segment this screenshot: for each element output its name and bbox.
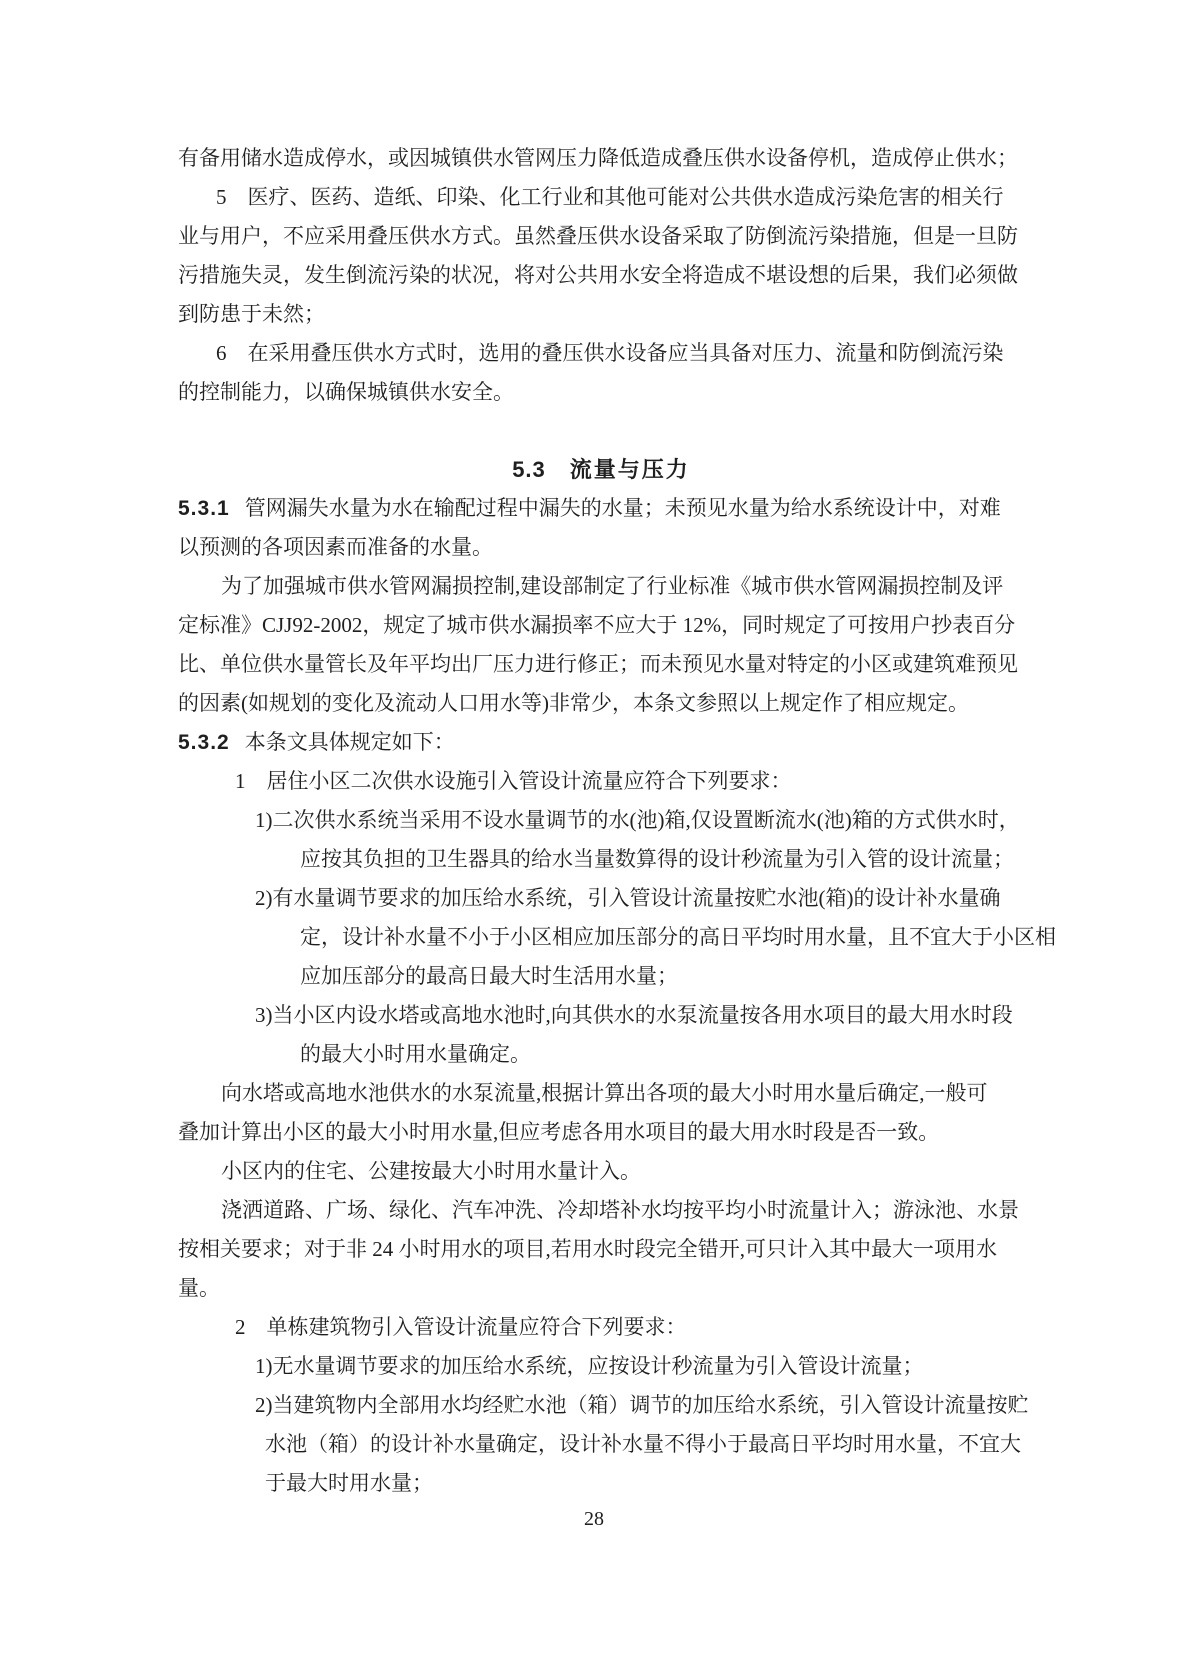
text-line: 2)有水量调节要求的加压给水系统，引入管设计流量按贮水池(箱)的设计补水量确 xyxy=(255,886,1001,910)
text-line: 应按其负担的卫生器具的给水当量数算得的设计秒流量为引入管的设计流量； xyxy=(300,847,1014,871)
text-line: 1 居住小区二次供水设施引入管设计流量应符合下列要求： xyxy=(235,769,792,793)
text-line: 定，设计补水量不小于小区相应加压部分的高日平均时用水量，且不宜大于小区相 xyxy=(300,925,1056,949)
clause-line xyxy=(178,489,1024,528)
text-line: 浇洒道路、广场、绿化、汽车冲洗、冷却塔补水均按平均小时流量计入；游泳池、水景 xyxy=(221,1198,1019,1222)
text-line: 2 单栋建筑物引入管设计流量应符合下列要求： xyxy=(235,1315,687,1339)
text-line: 应加压部分的最高日最大时生活用水量； xyxy=(300,964,678,988)
text-line: 叠加计算出小区的最大小时用水量,但应考虑各用水项目的最大用水时段是否一致。 xyxy=(178,1120,940,1144)
clause-line xyxy=(178,723,1024,762)
text-line: 量。 xyxy=(178,1276,220,1300)
text-line: 小区内的住宅、公建按最大小时用水量计入。 xyxy=(221,1159,641,1183)
text-line: 5 医疗、医药、造纸、印染、化工行业和其他可能对公共供水造成污染危害的相关行 xyxy=(216,185,1004,209)
text-line: 的控制能力，以确保城镇供水安全。 xyxy=(178,380,514,404)
text-line: 水池（箱）的设计补水量确定，设计补水量不得小于最高日平均时用水量，不宜大 xyxy=(265,1432,1021,1456)
text-line: 2)当建筑物内全部用水均经贮水池（箱）调节的加压给水系统，引入管设计流量按贮 xyxy=(255,1393,1029,1417)
text-line: 业与用户，不应采用叠压供水方式。虽然叠压供水设备采取了防倒流污染措施，但是一旦防 xyxy=(178,224,1018,248)
clause-text: 本条文具体规定如下： xyxy=(244,730,455,754)
text-line: 比、单位供水量管长及年平均出厂压力进行修正；而未预见水量对特定的小区或建筑难预见 xyxy=(178,652,1018,676)
clause-text: 管网漏失水量为水在输配过程中漏失的水量；未预见水量为给水系统设计中，对难 xyxy=(244,496,1001,520)
text-line: 的因素(如规划的变化及流动人口用水等)非常少，本条文参照以上规定作了相应规定。 xyxy=(178,691,969,715)
text-line: 到防患于未然； xyxy=(178,302,325,326)
text-line: 向水塔或高地水池供水的水泵流量,根据计算出各项的最大小时用水量后确定,一般可 xyxy=(221,1081,988,1105)
text-line: 为了加强城市供水管网漏损控制,建设部制定了行业标准《城市供水管网漏损控制及评 xyxy=(221,574,1004,598)
document-body xyxy=(178,139,1056,1503)
text-line: 污措施失灵，发生倒流污染的状况，将对公共用水安全将造成不堪设想的后果，我们必须做 xyxy=(178,263,1018,287)
section-heading xyxy=(178,450,1024,489)
text-line: 定标准》CJJ92-2002，规定了城市供水漏损率不应大于 12%，同时规定了可按用户抄表百分 xyxy=(178,613,1016,637)
text-line: 6 在采用叠压供水方式时，选用的叠压供水设备应当具备对压力、流量和防倒流污染 xyxy=(216,341,1004,365)
page-number: 28 xyxy=(584,1508,604,1530)
clause-number: 5.3.1 xyxy=(178,497,230,520)
clause-number: 5.3.2 xyxy=(178,731,230,754)
text-line: 1)二次供水系统当采用不设水量调节的水(池)箱,仅设置断流水(池)箱的方式供水时， xyxy=(255,808,1020,832)
text-line: 的最大小时用水量确定。 xyxy=(300,1042,531,1066)
text-line: 按相关要求；对于非 24 小时用水的项目,若用水时段完全错开,可只计入其中最大一项用水 xyxy=(178,1237,997,1261)
section-title: 流量与压力 xyxy=(569,457,690,482)
section-number: 5.3 xyxy=(512,457,546,482)
text-line: 于最大时用水量； xyxy=(265,1471,433,1495)
text-line: 1)无水量调节要求的加压给水系统，应按设计秒流量为引入管设计流量； xyxy=(255,1354,924,1378)
text-line: 3)当小区内设水塔或高地水池时,向其供水的水泵流量按各用水项目的最大用水时段 xyxy=(255,1003,1013,1027)
text-line: 以预测的各项因素而准备的水量。 xyxy=(178,535,493,559)
text-line: 有备用储水造成停水，或因城镇供水管网压力降低造成叠压供水设备停机，造成停止供水； xyxy=(178,146,1018,170)
